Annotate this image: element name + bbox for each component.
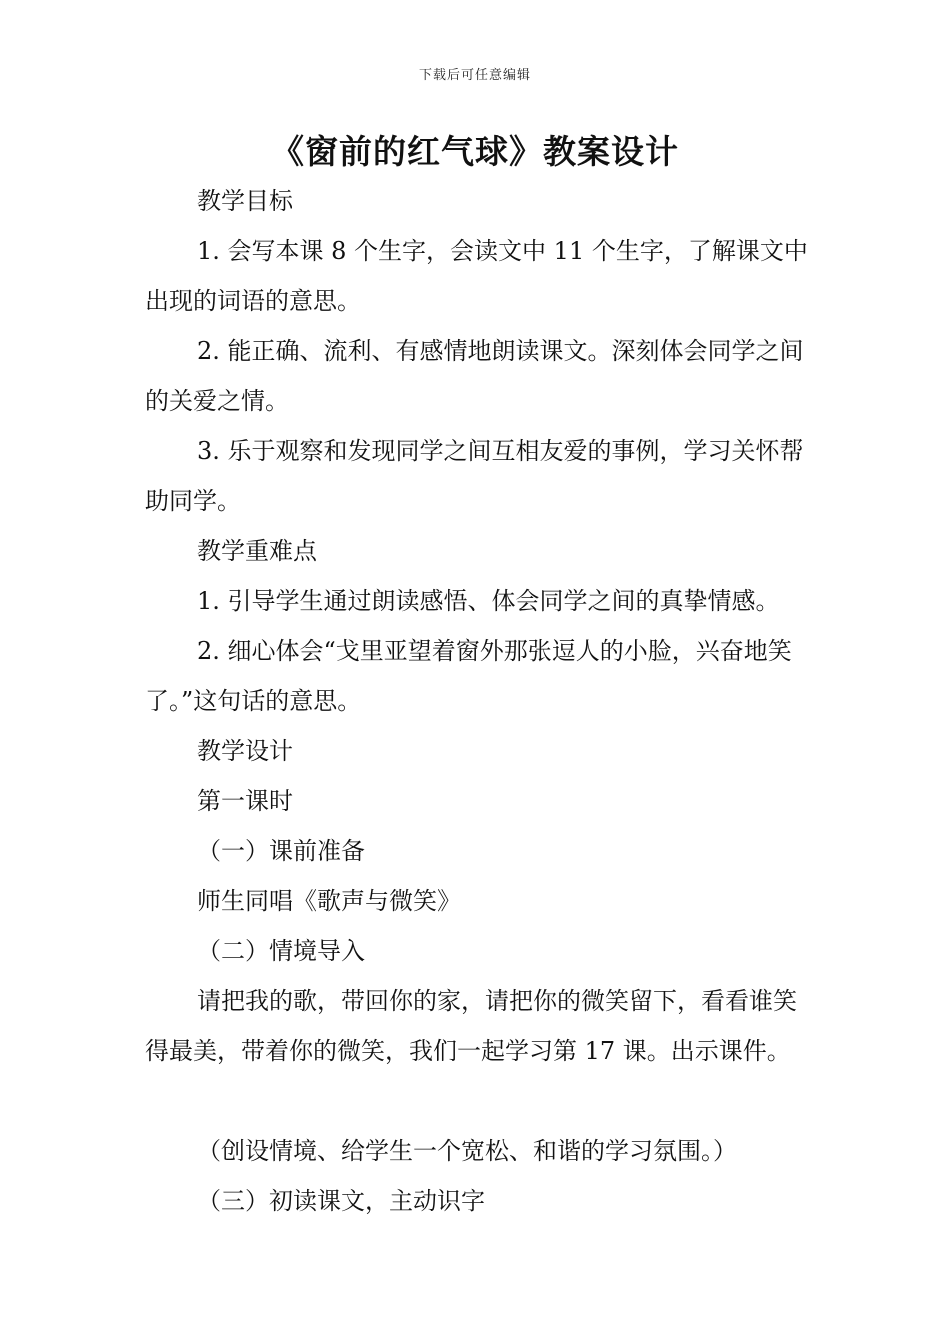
objective-3: 3. 乐于观察和发现同学之间互相友爱的事例，学习关怀帮助同学。: [145, 437, 804, 515]
objective-2: 2. 能正确、流利、有感情地朗读课文。深刻体会同学之间的关爱之情。: [145, 337, 804, 415]
key-point-1: 1. 引导学生通过朗读感悟、体会同学之间的真挚情感。: [197, 587, 780, 615]
section-heading-objectives: 教学目标: [197, 187, 293, 215]
section-heading-key-points: 教学重难点: [197, 537, 317, 565]
step-2-note: （创设情境、给学生一个宽松、和谐的学习氛围。）: [197, 1137, 737, 1165]
step-2-heading: （二）情境导入: [197, 937, 365, 965]
step-1-text: 师生同唱《歌声与微笑》: [197, 887, 461, 915]
document-title: 《窗前的红气球》教案设计: [271, 132, 679, 171]
key-point-2: 2. 细心体会“戈里亚望着窗外那张逗人的小脸，兴奋地笑了。”这句话的意思。: [145, 637, 792, 715]
step-3-heading: （三）初读课文，主动识字: [197, 1187, 485, 1215]
header-note: 下载后可任意编辑: [418, 68, 531, 83]
lesson-heading: 第一课时: [197, 787, 293, 815]
objective-1: 1. 会写本课 8 个生字，会读文中 11 个生字，了解课文中出现的词语的意思。: [145, 237, 808, 315]
step-1-heading: （一）课前准备: [197, 837, 365, 865]
step-2-text: 请把我的歌，带回你的家，请把你的微笑留下，看看谁笑得最美，带着你的微笑，我们一起学习第 17 课。出示课件。: [145, 987, 797, 1065]
section-heading-design: 教学设计: [197, 737, 293, 765]
